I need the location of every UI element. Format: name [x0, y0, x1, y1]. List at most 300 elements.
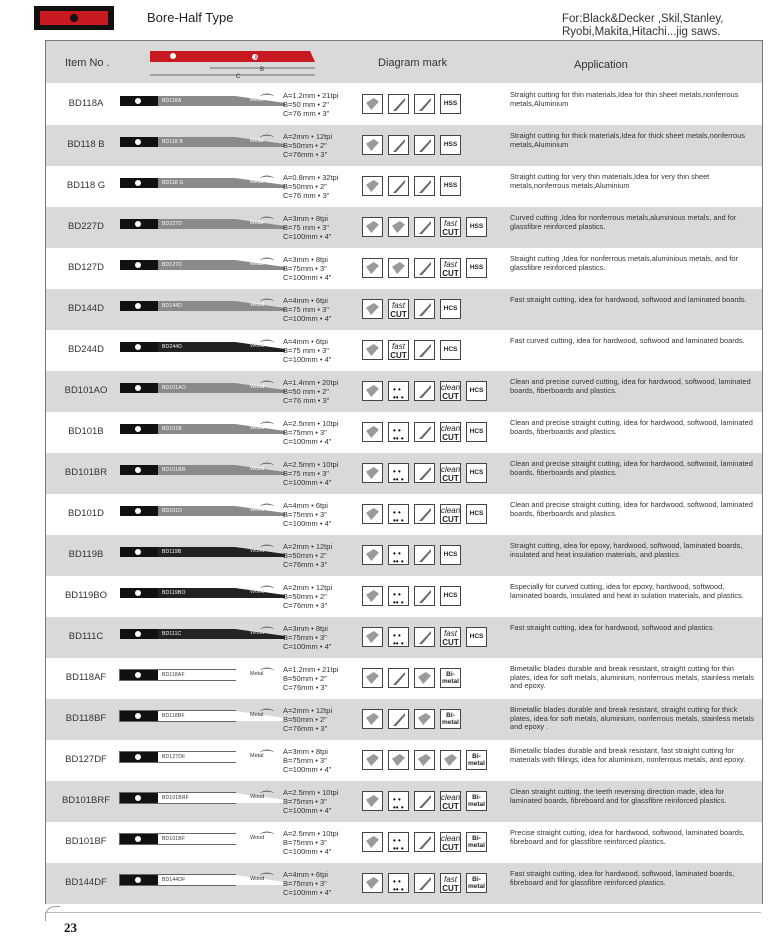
spec-a: A=3mm • 8tpi	[283, 255, 328, 264]
item-code: BD118A	[68, 98, 104, 109]
clean-cut-icon: clean CUT	[441, 383, 461, 401]
straight-cut-icon	[414, 258, 435, 278]
blade-code-print: BD119BO	[162, 590, 186, 596]
blade-material-print: Metal	[250, 261, 264, 267]
table-row	[46, 248, 762, 289]
metal-tube-icon	[388, 176, 409, 196]
blade-spec	[283, 214, 331, 241]
straight-cut-icon	[414, 299, 435, 319]
blade-material-print: Wood	[250, 343, 265, 349]
spec-c: C=76mm • 3"	[283, 601, 328, 610]
blade-spec	[283, 419, 338, 446]
material-tag: HCS	[466, 422, 487, 442]
table-row	[46, 494, 762, 535]
spec-a: A=2.5mm • 10tpi	[283, 460, 339, 469]
material-tag: HSS	[440, 94, 461, 114]
metal-profile-icon	[388, 217, 409, 237]
item-code: BD244D	[68, 344, 104, 355]
fibreboard-icon: • • •• •	[388, 504, 409, 524]
item-code: BD227D	[68, 221, 104, 232]
material-tag: HCS	[440, 340, 461, 360]
table-row	[46, 289, 762, 330]
blade-spec	[283, 337, 331, 364]
material-tag: HSS	[440, 135, 461, 155]
page-title: Bore-Half Type	[147, 10, 234, 25]
item-code: BD119B	[68, 549, 104, 560]
blade-material-print: Wood	[250, 507, 265, 513]
wood-icon	[362, 463, 383, 483]
item-code: BD111C	[68, 631, 104, 642]
blade-code-print: BD118 G	[162, 180, 184, 186]
spec-c: C=100mm • 4"	[283, 642, 332, 651]
spec-a: A=1.2mm • 21tpi	[283, 91, 339, 100]
application-text: Clean straight cutting, the teeth reversing direction made, idea for laminated boards, fibreboard and for glassfibre reinforced plastics.	[510, 787, 727, 805]
spec-c: C=100mm • 4"	[283, 765, 332, 774]
blade-material-print: Metal	[250, 138, 264, 144]
blade-code-print: BD227D	[162, 221, 183, 227]
spec-b: B=50mm • 2"	[283, 674, 327, 683]
spec-b: B=75 mm • 3"	[283, 469, 329, 478]
fast-cut-icon: fast CUT	[440, 258, 461, 278]
material-tag: Bi-metal	[466, 791, 487, 811]
item-code: BD118AF	[65, 672, 107, 683]
table-row	[46, 330, 762, 371]
fibreboard-icon: • • •• •	[388, 545, 409, 565]
item-code: BD119BO	[64, 590, 108, 601]
tooth-profile-icon: ⌒	[260, 339, 274, 355]
blade-material-print: Metal	[250, 671, 264, 677]
straight-cut-icon	[414, 135, 435, 155]
clean-cut-icon: clean CUT	[441, 793, 461, 811]
application-text: Precise straight cutting, idea for hardwood, softwood, laminated boards, fibreboard and for glassfibre reinforced plastics.	[510, 828, 745, 846]
application-text: Fast straight cutting, idea for hardwood, softwood and laminated boards.	[510, 295, 747, 304]
wood-icon	[362, 545, 383, 565]
blade-code-print: BD127D	[162, 262, 183, 268]
blade-spec	[283, 378, 338, 405]
material-tag: HCS	[466, 463, 487, 483]
product-table	[45, 40, 763, 904]
wood-icon	[362, 504, 383, 524]
curve-cut-icon	[414, 586, 435, 606]
clean-cut-icon: clean CUT	[441, 424, 461, 442]
blade-material-print: Metal	[250, 753, 264, 759]
blade-spec	[283, 624, 331, 651]
material-tag: Bi-metal	[440, 668, 461, 688]
application-text: Straight cutting for thin materials,Idea for thin sheet metals,nonferrous metals,Aluminium	[510, 90, 739, 108]
table-row	[46, 576, 762, 617]
metal-profile-icon	[388, 258, 409, 278]
wood-icon	[362, 422, 383, 442]
fast-cut-icon: fast CUT	[388, 340, 409, 360]
tooth-profile-icon: ⌒	[260, 503, 274, 519]
application-text: Clean and precise curved cutting, idea for hardwood, softwood, laminated boards, fiberboards and plastics.	[510, 377, 751, 395]
blade-spec	[283, 296, 331, 323]
material-tag: HCS	[440, 545, 461, 565]
straight-cut-icon	[414, 504, 435, 524]
spec-a: A=4mm • 6tpi	[283, 337, 328, 346]
blade-material-print: Wood	[250, 876, 265, 882]
item-code: BD101D	[68, 508, 104, 519]
spec-c: C=100mm • 4"	[283, 519, 332, 528]
dim-label-a: A	[254, 55, 258, 61]
metal-sheet-icon	[362, 709, 383, 729]
clean-cut-icon: clean CUT	[441, 465, 461, 483]
spec-b: B=75mm • 3"	[283, 838, 327, 847]
table-row	[46, 207, 762, 248]
column-application: Application	[574, 59, 628, 71]
blade-code-print: BD119B	[162, 549, 182, 555]
dim-label-b: B	[259, 67, 265, 73]
material-tag: HCS	[466, 627, 487, 647]
fibreboard-icon: • • •• •	[388, 463, 409, 483]
blade-spec	[283, 706, 332, 733]
aluminium-icon	[362, 750, 383, 770]
metal-tube-icon	[388, 709, 409, 729]
blade-spec	[283, 173, 338, 200]
item-code: BD127DF	[65, 754, 107, 765]
spec-c: C=100mm • 4"	[283, 232, 332, 241]
blade-code-print: BD101D	[162, 508, 183, 514]
material-tag: HCS	[466, 504, 487, 524]
application-text: Clean and precise straight cutting, idea for hardwood, softwood, laminated boards, fiberboards and plastics.	[510, 500, 753, 518]
blade-spec	[283, 91, 338, 118]
tooth-profile-icon: ⌒	[260, 421, 274, 437]
table-row	[46, 699, 762, 740]
spec-b: B=50mm • 2"	[283, 141, 327, 150]
straight-cut-icon	[414, 94, 435, 114]
blade-material-print: Metal	[250, 97, 264, 103]
item-code: BD101BR	[64, 467, 108, 478]
compatibility-note: For:Black&Decker ,Skil,Stanley, Ryobi,Makita,Hitachi...jig saws.	[562, 13, 724, 38]
spec-a: A=4mm • 6tpi	[283, 501, 328, 510]
blade-code-print: BD244D	[162, 344, 183, 350]
blade-code-print: BD101BRF	[162, 795, 189, 801]
material-tag: Bi-metal	[466, 873, 487, 893]
blade-spec	[283, 132, 332, 159]
tooth-profile-icon: ⌒	[260, 872, 274, 888]
item-code: BD144DF	[65, 877, 107, 888]
item-code: BD101B	[68, 426, 104, 437]
table-row	[46, 412, 762, 453]
application-text: Especially for curved cutting, idea for epoxy, hardwood, softwood, laminated boards, insulated and heat in sulation materials, and plastics.	[510, 582, 744, 600]
fast-cut-icon: fast CUT	[388, 299, 409, 319]
blade-code-print: BD101BF	[162, 836, 186, 842]
spec-a: A=1.2mm • 21tpi	[283, 665, 339, 674]
spec-a: A=3mm • 8tpi	[283, 214, 328, 223]
spec-c: C=100mm • 4"	[283, 437, 332, 446]
tooth-profile-icon: ⌒	[260, 831, 274, 847]
spec-b: B=75mm • 3"	[283, 428, 327, 437]
application-text: Curved cutting ,Idea for nonferrous metals,aluminious metals, and for glassfibre reinforced plastics.	[510, 213, 737, 231]
spec-a: A=2mm • 12tpi	[283, 132, 333, 141]
table-row	[46, 822, 762, 863]
brand-logo	[34, 6, 114, 30]
spec-c: C=76mm • 3"	[283, 683, 328, 692]
spec-a: A=4mm • 6tpi	[283, 296, 328, 305]
fibreboard-icon: • • •• •	[388, 791, 409, 811]
straight-cut-icon	[414, 873, 435, 893]
item-code: BD101BRF	[61, 795, 111, 806]
aluminium-icon	[362, 258, 383, 278]
metal-sheet-icon	[362, 94, 383, 114]
curve-cut-icon	[414, 340, 435, 360]
spec-a: A=3mm • 8tpi	[283, 624, 328, 633]
wood-icon	[362, 381, 383, 401]
blade-material-print: Metal	[250, 712, 264, 718]
table-header	[46, 41, 762, 83]
fast-cut-icon: fast CUT	[440, 873, 461, 893]
spec-c: C=100mm • 4"	[283, 314, 332, 323]
tooth-profile-icon: ⌒	[260, 462, 274, 478]
application-text: Bimetallic blades durable and break resistant, fast straight cutting for materials with fillings, idea for aluminium, nonferrous metals, and epoxy.	[510, 746, 746, 764]
tooth-profile-icon: ⌒	[260, 749, 274, 765]
table-row	[46, 371, 762, 412]
straight-cut-icon	[414, 176, 435, 196]
spec-b: B=75mm • 3"	[283, 756, 327, 765]
spec-c: C=76mm • 3"	[283, 150, 328, 159]
spec-b: B=50mm • 2"	[283, 551, 327, 560]
application-text: Clean and precise straight cutting, idea for hardwood, softwood, laminated boards, fiberboards and plastics.	[510, 418, 753, 436]
spec-c: C=100mm • 4"	[283, 355, 332, 364]
metal-sheet-icon	[362, 668, 383, 688]
tooth-profile-icon: ⌒	[260, 216, 274, 232]
blade-material-print: Metal	[250, 220, 264, 226]
blade-code-print: BD127DF	[162, 754, 186, 760]
curve-cut-icon	[414, 381, 435, 401]
wood-icon	[362, 586, 383, 606]
fibreboard-icon: • • •• •	[388, 586, 409, 606]
blade-material-print: Wood	[250, 794, 265, 800]
tooth-profile-icon: ⌒	[260, 544, 274, 560]
straight-cut-icon	[414, 627, 435, 647]
item-code: BD118 G	[66, 180, 106, 191]
wood-icon	[362, 832, 383, 852]
table-row	[46, 863, 762, 904]
fibreboard-icon: • • •• •	[388, 627, 409, 647]
metal-sheet-icon	[362, 176, 383, 196]
spec-b: B=50mm • 2"	[283, 182, 327, 191]
fibreboard-icon: • • •• •	[388, 422, 409, 442]
table-row	[46, 84, 762, 125]
curve-cut-icon	[414, 217, 435, 237]
material-tag: HCS	[466, 381, 487, 401]
blade-spec	[283, 829, 338, 856]
application-text: Straight cutting ,Idea for nonferrous metals,aluminious metals, and for glassfibre reinforced plastics.	[510, 254, 738, 272]
item-code: BD101AO	[64, 385, 108, 396]
table-row	[46, 740, 762, 781]
spec-b: B=75mm • 3"	[283, 510, 327, 519]
application-text: Clean and precise straight cutting, idea for hardwood, softwood, laminated boards, fiberboards and plastics.	[510, 459, 753, 477]
application-text: Bimetallic blades durable and break resistant, straight cutting for thick plates, idea for soft metals, aluminium, nonferrous metals, stainless metals and epoxy .	[510, 705, 754, 732]
blade-spec	[283, 583, 332, 610]
straight-cut-icon	[414, 791, 435, 811]
table-row	[46, 535, 762, 576]
wood-icon	[362, 627, 383, 647]
spec-c: C=76mm • 3"	[283, 560, 328, 569]
tooth-profile-icon: ⌒	[260, 298, 274, 314]
tooth-profile-icon: ⌒	[260, 257, 274, 273]
tooth-profile-icon: ⌒	[260, 175, 274, 191]
stainless-icon	[414, 750, 435, 770]
fast-cut-icon: fast CUT	[440, 217, 461, 237]
tooth-profile-icon: ⌒	[260, 585, 274, 601]
wood-icon	[362, 873, 383, 893]
blade-material-print: Wood	[250, 589, 265, 595]
item-code: BD144D	[68, 303, 104, 314]
wood-icon	[362, 340, 383, 360]
spec-b: B=50 mm • 2"	[283, 100, 329, 109]
spec-b: B=75mm • 3"	[283, 264, 327, 273]
spec-a: A=3mm • 8tpi	[283, 747, 328, 756]
page-corner-mark	[45, 906, 60, 921]
spec-c: C=76 mm • 3"	[283, 396, 330, 405]
metal-tube-icon	[388, 94, 409, 114]
material-tag: HCS	[440, 299, 461, 319]
filling-icon	[440, 750, 461, 770]
spec-a: A=4mm • 6tpi	[283, 870, 328, 879]
spec-a: A=0.8mm • 32tpi	[283, 173, 339, 182]
metal-tube-icon	[388, 135, 409, 155]
straight-cut-icon	[414, 545, 435, 565]
blade-material-print: Wood	[250, 302, 265, 308]
spec-c: C=76 mm • 3"	[283, 109, 330, 118]
footer-divider	[45, 912, 761, 913]
blade-code-print: BD101B	[162, 426, 182, 432]
table-row	[46, 453, 762, 494]
table-row	[46, 125, 762, 166]
blade-code-print: BD144DF	[162, 877, 186, 883]
material-tag: Bi-metal	[466, 832, 487, 852]
spec-a: A=2.5mm • 10tpi	[283, 788, 339, 797]
spec-c: C=100mm • 4"	[283, 806, 332, 815]
spec-c: C=100mm • 4"	[283, 273, 332, 282]
table-row	[46, 781, 762, 822]
material-tag: HSS	[466, 258, 487, 278]
tooth-profile-icon: ⌒	[260, 667, 274, 683]
clean-cut-icon: clean CUT	[441, 506, 461, 524]
blade-spec	[283, 870, 331, 897]
blade-code-print: BD118A	[162, 98, 182, 104]
application-text: Fast straight cutting, idea for hardwood, softwood and plastics.	[510, 623, 715, 632]
spec-b: B=75mm • 3"	[283, 633, 327, 642]
application-text: Fast straight cutting, idea for hardwood, softwood, laminated boards, fibreboard and for glassfibre reinforced plastics.	[510, 869, 735, 887]
blade-code-print: BD101AO	[162, 385, 186, 391]
fast-cut-icon: fast CUT	[440, 627, 461, 647]
table-row	[46, 658, 762, 699]
blade-material-print: Wood	[250, 548, 265, 554]
tooth-profile-icon: ⌒	[260, 380, 274, 396]
column-item-no: Item No .	[65, 57, 110, 69]
spec-c: C=76mm • 3"	[283, 724, 328, 733]
material-tag: Bi-metal	[466, 750, 487, 770]
spec-b: B=50mm • 2"	[283, 592, 327, 601]
spec-c: C=100mm • 4"	[283, 847, 332, 856]
straight-cut-icon	[414, 832, 435, 852]
blade-spec	[283, 255, 331, 282]
wood-icon	[362, 791, 383, 811]
fibreboard-icon: • • •• •	[388, 381, 409, 401]
item-code: BD118BF	[65, 713, 107, 724]
application-text: Straight cutting for very thin materials,Idea for very thin sheet metals,nonferrous metals,Aluminium	[510, 172, 710, 190]
page-number: 23	[64, 920, 77, 935]
stainless-icon	[414, 668, 435, 688]
metal-profile-icon	[388, 750, 409, 770]
aluminium-icon	[362, 217, 383, 237]
column-diagram-mark: Diagram mark	[378, 57, 448, 69]
blade-code-print: BD118 B	[162, 139, 184, 145]
stainless-icon	[414, 709, 435, 729]
spec-c: C=100mm • 4"	[283, 478, 332, 487]
spec-c: C=100mm • 4"	[283, 888, 332, 897]
spec-a: A=2mm • 12tpi	[283, 706, 333, 715]
material-tag: HSS	[466, 217, 487, 237]
spec-c: C=76 mm • 3"	[283, 191, 330, 200]
metal-tube-icon	[388, 668, 409, 688]
blade-material-print: Metal	[250, 179, 264, 185]
fibreboard-icon: • • •• •	[388, 832, 409, 852]
application-text: Straight cutting, idea for epoxy, hardwood, softwood, laminated boards, insulated and heat insulation materials, and plastics.	[510, 541, 743, 559]
tooth-profile-icon: ⌒	[260, 134, 274, 150]
table-row	[46, 166, 762, 207]
blade-code-print: BD101BR	[162, 467, 186, 473]
blade-dimension-diagram	[150, 49, 330, 81]
spec-b: B=75 mm • 3"	[283, 305, 329, 314]
blade-spec	[283, 501, 331, 528]
blade-code-print: BD118BF	[162, 713, 185, 719]
spec-a: A=2mm • 12tpi	[283, 583, 333, 592]
blade-spec	[283, 747, 331, 774]
straight-cut-icon	[414, 422, 435, 442]
tooth-profile-icon: ⌒	[260, 708, 274, 724]
blade-material-print: Wood	[250, 384, 265, 390]
spec-b: B=75 mm • 3"	[283, 223, 329, 232]
fibreboard-icon: • • •• •	[388, 873, 409, 893]
spec-b: B=50mm • 2"	[283, 715, 327, 724]
tooth-profile-icon: ⌒	[260, 626, 274, 642]
material-tag: Bi-metal	[440, 709, 461, 729]
blade-material-print: Wood	[250, 835, 265, 841]
material-tag: HSS	[440, 176, 461, 196]
clean-cut-icon: clean CUT	[441, 834, 461, 852]
blade-code-print: BD144D	[162, 303, 183, 309]
dim-label-c: C	[235, 74, 241, 80]
application-text: Fast curved cutting, idea for hardwood, softwood and laminated boards.	[510, 336, 745, 345]
blade-spec	[283, 665, 338, 692]
table-row	[46, 617, 762, 658]
blade-material-print: Wood	[250, 425, 265, 431]
tooth-profile-icon: ⌒	[260, 790, 274, 806]
item-code: BD101BF	[65, 836, 107, 847]
spec-b: B=75mm • 3"	[283, 879, 327, 888]
material-tag: HCS	[440, 586, 461, 606]
spec-b: B=75mm • 3"	[283, 797, 327, 806]
tooth-profile-icon: ⌒	[260, 93, 274, 109]
application-text: Straight cutting for thick materials,Idea for thick sheet metals,nonferrous metals,Aluminium	[510, 131, 745, 149]
spec-a: A=1.4mm • 20tpi	[283, 378, 339, 387]
blade-material-print: Wood	[250, 630, 265, 636]
application-text: Bimetallic blades durable and break resistant, straight cutting for thin plates, idea for soft metals, aluminium, nonferrous metals, stainless metals and epoxy.	[510, 664, 754, 691]
blade-code-print: BD111C	[162, 631, 182, 637]
item-code: BD118 B	[67, 139, 105, 150]
blade-material-print: Wood	[250, 466, 265, 472]
wood-icon	[362, 299, 383, 319]
item-code: BD127D	[68, 262, 104, 273]
spec-a: A=2.5mm • 10tpi	[283, 829, 339, 838]
spec-a: A=2.5mm • 10tpi	[283, 419, 339, 428]
spec-b: B=50 mm • 2"	[283, 387, 329, 396]
blade-code-print: BD118AF	[162, 672, 185, 678]
blade-spec	[283, 542, 332, 569]
